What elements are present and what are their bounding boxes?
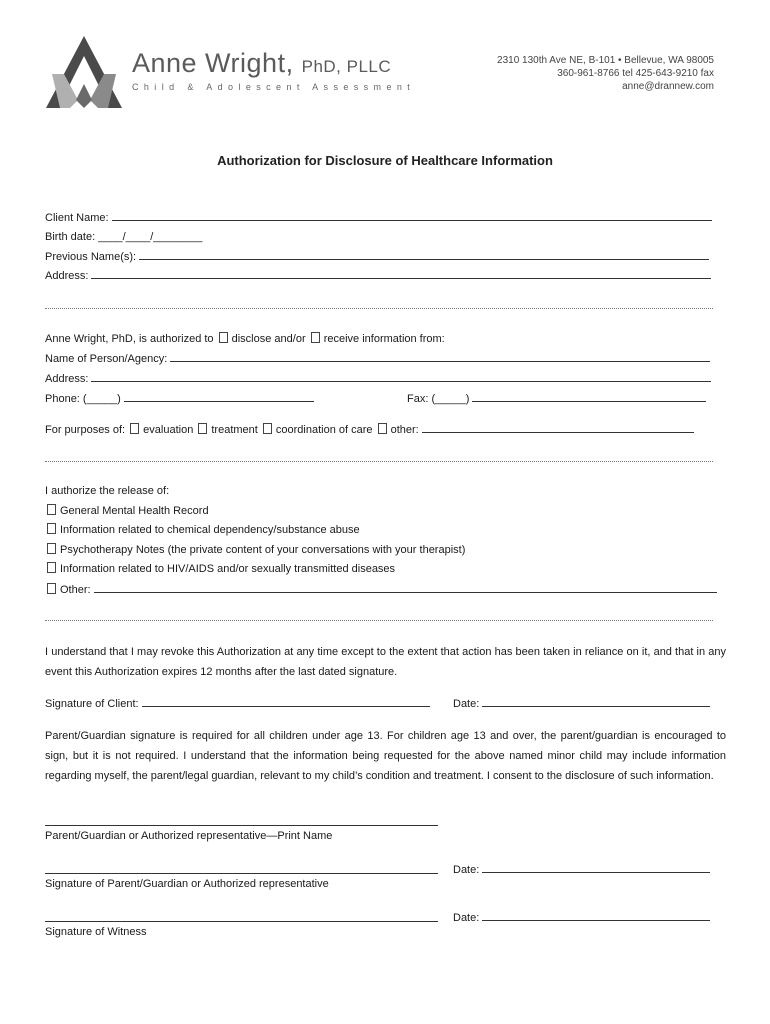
brand-suffix: PhD, PLLC [301,57,392,76]
other-release-label: Other: [60,584,91,596]
guardian-paragraph: Parent/Guardian signature is required for all children under age 13. For children age 13 and over, the parent/guardian is encouraged to sign, but it is not required. I understand that the information being requested for the above named minor child may include information regarding myself, the parent/legal guardian, relevant to my child’s condition and treatment. I consent to the disclosure of such information. [45,730,726,782]
fax-blank[interactable] [472,391,706,402]
other-release-blank[interactable] [94,582,717,593]
coordination-label: coordination of care [275,424,373,436]
release-item [45,562,717,576]
guardian-signature-label: Signature of Parent/Guardian or Authorized representative [45,878,329,890]
evaluation-checkbox[interactable] [130,423,139,434]
hiv-aids-checkbox[interactable] [47,562,56,573]
fax-field[interactable] [407,391,717,406]
other-purpose-label: other: [390,424,419,436]
client-signature-field[interactable] [45,696,445,711]
agency-address-label: Address: [45,373,89,385]
letterhead [0,0,770,120]
print-name-line[interactable] [45,825,438,826]
purposes-label: For purposes of: [45,424,126,436]
authorization-line [45,332,717,346]
release-item [45,523,717,537]
receive-label: receive information from: [323,333,445,345]
purposes-line [45,422,717,437]
evaluation-label: evaluation [143,424,194,436]
general-record-label: General Mental Health Record [60,505,209,517]
chemical-dependency-label: Information related to chemical dependency/substance abuse [60,524,360,536]
treatment-checkbox[interactable] [198,423,207,434]
person-agency-blank[interactable] [170,351,710,362]
phone-blank[interactable] [124,391,314,402]
release-item [45,582,717,597]
previous-names-label: Previous Name(s): [45,251,137,263]
previous-names-field[interactable] [45,249,717,264]
section-divider [45,461,713,462]
guardian-date-label: Date: [453,864,480,876]
section-divider [45,620,713,621]
client-address-blank[interactable] [91,268,711,279]
coordination-checkbox[interactable] [263,423,272,434]
witness-date-label: Date: [453,912,480,924]
guardian-date-field[interactable] [453,862,717,877]
disclose-label: disclose and/or [231,333,306,345]
birth-date-field[interactable] [45,230,717,244]
previous-names-blank[interactable] [139,249,709,260]
agency-address-field[interactable] [45,371,717,386]
witness-signature-line[interactable] [45,921,438,922]
client-date-field[interactable] [453,696,717,711]
client-date-label: Date: [453,698,480,710]
address-line: 2310 130th Ave NE, B-101 • Bellevue, WA 98005 [497,55,714,66]
chemical-dependency-checkbox[interactable] [47,523,56,534]
phone-field[interactable] [45,391,345,406]
birth-date-blank[interactable]: ____/____/________ [98,231,203,243]
fax-label: Fax: (_____) [407,393,470,405]
other-purpose-checkbox[interactable] [378,423,387,434]
witness-signature-label: Signature of Witness [45,926,147,938]
witness-date-field[interactable] [453,910,717,925]
brand-tagline: Child & Adolescent Assessment [132,82,416,92]
release-item [45,543,717,557]
client-date-blank[interactable] [482,696,710,707]
authorized-text: Anne Wright, PhD, is authorized to [45,333,214,345]
revoke-paragraph: I understand that I may revoke this Authorization at any time except to the extent that action has been taken in reliance on it, and that in any event this Authorization expires 12 months after the last dated signature. [45,646,726,678]
phone-label: Phone: (_____) [45,393,121,405]
release-item [45,504,717,518]
witness-date-blank[interactable] [482,910,710,921]
release-heading: I authorize the release of: [45,485,170,497]
company-logo-icon [44,34,124,110]
hiv-aids-label: Information related to HIV/AIDS and/or sexually transmitted diseases [60,563,396,575]
treatment-label: treatment [211,424,258,436]
disclose-checkbox[interactable] [219,332,228,343]
psychotherapy-notes-label: Psychotherapy Notes (the private content of your conversations with your therapist) [60,544,466,556]
client-name-field[interactable] [45,210,717,225]
client-signature-label: Signature of Client: [45,698,139,710]
client-address-label: Address: [45,270,89,282]
email-line: anne@drannew.com [622,81,714,92]
agency-address-blank[interactable] [91,371,711,382]
client-name-label: Client Name: [45,212,109,224]
section-divider [45,308,713,309]
person-agency-field[interactable] [45,351,717,366]
print-name-label: Parent/Guardian or Authorized representative—Print Name [45,830,333,842]
client-address-field[interactable] [45,268,717,283]
birth-date-label: Birth date: [45,231,96,243]
psychotherapy-notes-checkbox[interactable] [47,543,56,554]
contact-block [497,54,714,93]
receive-checkbox[interactable] [311,332,320,343]
document-title: Authorization for Disclosure of Healthcare Information [217,153,553,168]
guardian-signature-line[interactable] [45,873,438,874]
phone-line: 360-961-8766 tel 425-643-9210 fax [557,68,714,79]
brand-name: Anne Wright, PhD, PLLC [132,48,392,78]
person-agency-label: Name of Person/Agency: [45,353,168,365]
other-release-checkbox[interactable] [47,583,56,594]
client-signature-blank[interactable] [142,696,430,707]
other-purpose-blank[interactable] [422,422,694,433]
general-record-checkbox[interactable] [47,504,56,515]
client-name-blank[interactable] [112,210,712,221]
guardian-date-blank[interactable] [482,862,710,873]
